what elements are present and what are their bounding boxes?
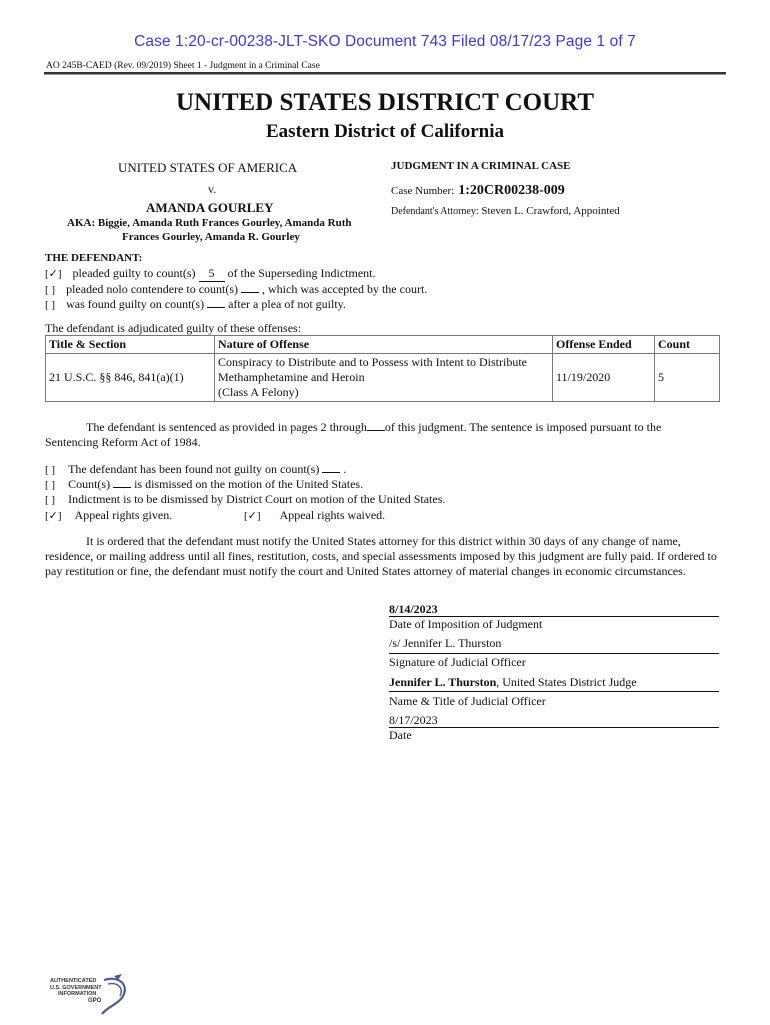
gpo-logo-text: INFORMATION [58, 991, 97, 997]
judge-signature: /s/ Jennifer L. Thurston [389, 636, 502, 650]
plea-text: was found guilty on count(s) [66, 297, 205, 311]
column-header: Count [655, 336, 720, 354]
plea-text-post: after a plea of not guilty. [228, 297, 346, 311]
disposition-text-post: . [343, 462, 347, 476]
case-number-value: 1:20CR00238-009 [458, 183, 565, 198]
column-header: Title & Section [46, 336, 215, 354]
plea-row-found-guilty [45, 297, 346, 312]
attorney-row [391, 205, 620, 217]
gpo-authentication-logo [44, 972, 134, 1025]
defendant-name: AMANDA GOURLEY [146, 200, 274, 215]
gpo-logo-text: GPO [88, 997, 102, 1004]
sentence-line-2: Sentencing Reform Act of 1984. [45, 435, 201, 449]
sentence-text-post: of this judgment. The sentence is imposed pursuant to the [384, 420, 662, 434]
checkbox-empty: [ ] [45, 494, 56, 506]
header-divider [44, 72, 726, 75]
disposition-text: Count(s) [68, 477, 111, 491]
appeal-given-row [45, 508, 172, 523]
disposition-text: The defendant has been found not guilty on count(s) [68, 462, 320, 476]
aka-line-1: AKA: Biggie, Amanda Ruth Frances Gourley, Amanda Ruth [67, 217, 352, 229]
plaintiff-name: UNITED STATES OF AMERICA [118, 160, 298, 175]
order-paragraph: It is ordered that the defendant must notify the United States attorney for this district within 30 days of any change of name, residence, or mailing address until all fines, restitution, costs, and special assessments imposed by this judgment are fully paid. If ordered to pay restitution or fine, the defendant must notify the court and United States attorney of material changes in economic circumstances. [45, 534, 717, 578]
count-blank [207, 297, 225, 308]
plea-row-guilty [45, 266, 376, 282]
page-blank [367, 420, 385, 431]
plea-row-nolo [45, 282, 427, 297]
attorney-name: Steven L. Crawford, Appointed [481, 205, 620, 217]
appeal-waived-label: Appeal rights waived. [279, 508, 386, 522]
officer-name: Jennifer L. Thurston [389, 675, 497, 689]
column-header: Nature of Offense [215, 336, 553, 354]
count-blank [113, 477, 131, 488]
name-title-label: Name & Title of Judicial Officer [389, 694, 546, 708]
disposition-text-post: is dismissed on the motion of the United States. [134, 477, 364, 491]
checkbox-empty: [ ] [45, 284, 56, 296]
disposition-row [45, 477, 363, 492]
disposition-text: Indictment is to be dismissed by District Court on motion of the United States. [68, 492, 446, 506]
column-header: Offense Ended [553, 336, 655, 354]
nature-line: Methamphetamine and Heroin [218, 370, 365, 384]
attorney-label: Defendant's Attorney: [391, 206, 479, 217]
table-row [46, 354, 720, 402]
signed-date: 8/17/2023 [389, 713, 438, 727]
count-blank: 5 [199, 266, 225, 282]
officer-title: , United States District Judge [496, 675, 637, 689]
disposition-row [45, 492, 445, 507]
title-section-cell: 21 U.S.C. §§ 846, 841(a)(1) [46, 354, 215, 402]
plea-text-post: , which was accepted by the court. [262, 282, 428, 296]
case-number-row [391, 181, 565, 199]
plea-text: pleaded nolo contendere to count(s) [66, 282, 239, 296]
count-blank [241, 282, 259, 293]
nature-line: (Class A Felony) [218, 385, 299, 399]
defendant-heading: THE DEFENDANT: [45, 252, 143, 264]
imposition-label: Date of Imposition of Judgment [389, 617, 543, 631]
count-blank [322, 462, 340, 473]
officer-name-title [389, 675, 637, 690]
appeal-waived-row [244, 508, 385, 523]
table-header-row [46, 336, 720, 354]
checkbox-empty: [ ] [45, 299, 56, 311]
judgment-title: JUDGMENT IN A CRIMINAL CASE [391, 160, 571, 172]
ecf-header-stamp: Case 1:20-cr-00238-JLT-SKO Document 743 Filed 08/17/23 Page 1 of 7 [134, 33, 636, 50]
gpo-logo-text: AUTHENTICATED [50, 978, 97, 984]
sentence-text: The defendant is sentenced as provided in pages 2 through [86, 420, 367, 434]
disposition-row [45, 462, 346, 477]
offenses-intro: The defendant is adjudicated guilty of these offenses: [45, 321, 302, 335]
offense-ended-cell: 11/19/2020 [553, 354, 655, 402]
signature-label: Signature of Judicial Officer [389, 655, 526, 669]
count-cell: 5 [655, 354, 720, 402]
signature-rule [389, 727, 719, 728]
checkbox-checked: [✓] [45, 268, 62, 280]
sentence-line-1 [86, 420, 661, 435]
appeal-given-label: Appeal rights given. [74, 508, 173, 522]
offenses-table [45, 335, 720, 402]
date-label: Date [389, 728, 412, 742]
plea-text: pleaded guilty to count(s) [72, 266, 196, 280]
nature-cell [215, 354, 553, 402]
court-title: UNITED STATES DISTRICT COURT [176, 89, 594, 116]
checkbox-checked: [✓] [45, 510, 62, 522]
checkbox-empty: [ ] [45, 464, 56, 476]
nature-line: Conspiracy to Distribute and to Possess with Intent to Distribute [218, 355, 527, 369]
checkbox-checked: [✓] [244, 510, 261, 522]
gpo-logo-text: U.S. GOVERNMENT [50, 984, 102, 991]
aka-line-2: Frances Gourley, Amanda R. Gourley [122, 231, 300, 243]
versus-text: v. [208, 182, 217, 196]
checkbox-empty: [ ] [45, 479, 56, 491]
form-identifier: AO 245B-CAED (Rev. 09/2019) Sheet 1 - Judgment in a Criminal Case [46, 61, 320, 71]
imposition-date: 8/14/2023 [389, 602, 438, 616]
case-number-label: Case Number: [391, 185, 455, 197]
district-name: Eastern District of California [266, 121, 504, 142]
signature-rule [389, 653, 719, 654]
signature-rule [389, 691, 719, 692]
plea-text-post: of the Superseding Indictment. [227, 266, 376, 280]
